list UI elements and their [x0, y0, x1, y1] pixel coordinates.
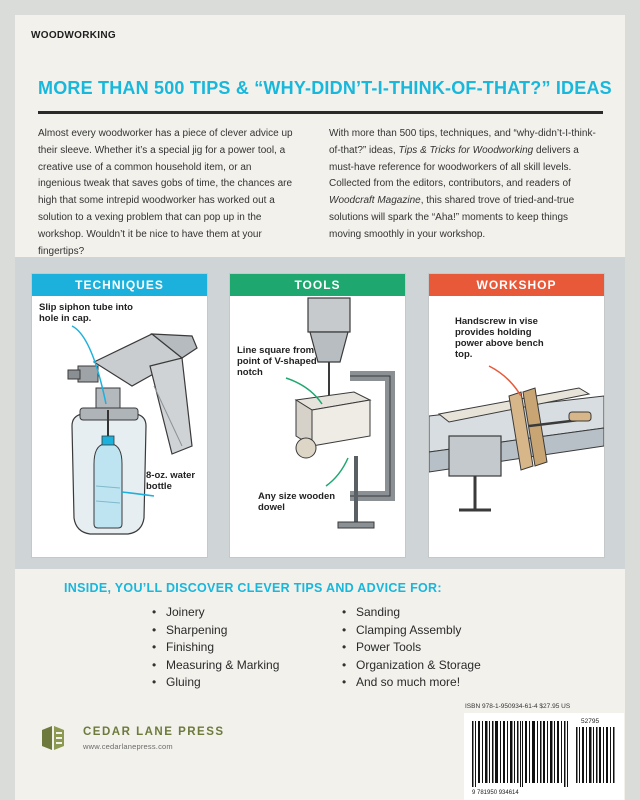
callout-handscrew: Handscrew in vise provides holding power above bench top. — [455, 316, 544, 360]
list-item: • Measuring & Marking — [152, 657, 279, 675]
list-item: • Finishing — [152, 639, 279, 657]
category-label: WOODWORKING — [31, 30, 116, 41]
callout-bottle: 8-oz. water bottle — [146, 470, 196, 492]
topics-list-right — [342, 604, 481, 692]
intro-right-part3: , this shared trove of tried-and-true solutions will spark the “Aha!” moments to keep things moving smoothly in your workshop. — [329, 195, 575, 240]
list-item: • Joinery — [152, 604, 279, 622]
intro-left: Almost every woodworker has a piece of clever advice up their sleeve. Whether it’s a special jig for a power tool, a creative use of a common household item, or an ingenious tweak that saves gobs of time, the chances are high that some intrepid woodworker has worked out a solution to a vexing problem that can pop up in the workshop. Wouldn’t it be nice to have them at your fingertips? — [38, 128, 293, 257]
intro-right-part1: With more than 500 tips, techniques, and “why-didn’t-I-think-of-that?” ideas, — [329, 128, 596, 156]
techniques-tab: TECHNIQUES — [32, 274, 207, 296]
workshop-tab: WORKSHOP — [429, 274, 604, 296]
headline-rule — [38, 111, 603, 114]
list-item: • Gluing — [152, 674, 279, 692]
publisher-website: www.cedarlanepress.com — [83, 742, 173, 751]
barcode-number: 9 781950 934614 — [472, 790, 519, 796]
callout-line-square: Line square from point of V-shaped notch — [237, 345, 317, 378]
barcode-addon: 52795 — [581, 718, 600, 725]
clamp-illustration — [230, 296, 405, 557]
headline: MORE THAN 500 TIPS & “WHY-DIDN’T-I-THINK-OF-THAT?” IDEAS — [38, 78, 612, 98]
isbn-price: ISBN 978-1-950934-61-4 $27.95 US — [465, 703, 571, 710]
callout-siphon: Slip siphon tube into hole in cap. — [39, 302, 133, 324]
book-title: Tips & Tricks for Woodworking — [398, 144, 534, 156]
list-item: • Organization & Storage — [342, 657, 481, 675]
magazine-name: Woodcraft Magazine — [329, 195, 421, 207]
publisher-name: CEDAR LANE PRESS — [83, 726, 225, 738]
list-item: • Sharpening — [152, 622, 279, 640]
back-cover — [15, 15, 625, 800]
publisher-logo-icon — [40, 724, 76, 752]
barcode-icon — [464, 713, 624, 800]
barcode-box — [464, 713, 624, 800]
list-item: • Sanding — [342, 604, 481, 622]
intro-right-part2: delivers a must-have reference for woodworkers of all skill levels. Collected from the editors, contributors, and readers of — [329, 144, 579, 190]
list-item: • Power Tools — [342, 639, 481, 657]
spray-gun-illustration — [32, 296, 207, 557]
topics-list-left — [152, 604, 279, 692]
tools-tab: TOOLS — [230, 274, 405, 296]
techniques-panel — [31, 273, 208, 558]
workshop-panel — [428, 273, 605, 558]
list-item: • And so much more! — [342, 674, 481, 692]
callout-dowel: Any size wooden dowel — [258, 491, 336, 513]
list-item: • Clamping Assembly — [342, 622, 481, 640]
inside-title: INSIDE, YOU’LL DISCOVER CLEVER TIPS AND ADVICE FOR: — [64, 581, 442, 595]
tools-panel — [229, 273, 406, 558]
intro-right — [329, 126, 601, 244]
